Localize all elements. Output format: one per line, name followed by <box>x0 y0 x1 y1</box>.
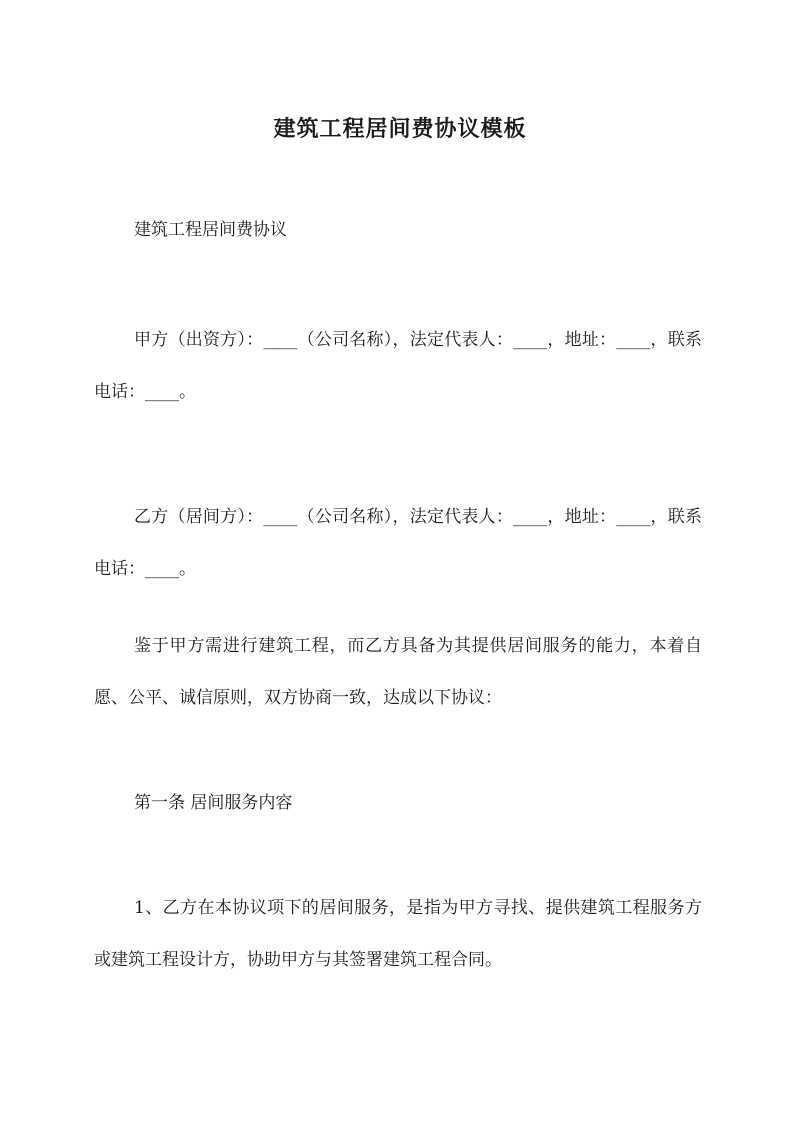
preamble-paragraph: 鉴于甲方需进行建筑工程，而乙方具备为其提供居间服务的能力，本着自愿、公平、诚信原则，双方协商一致，达成以下协议： <box>94 636 702 708</box>
agreement-subtitle: 建筑工程居间费协议 <box>134 220 287 240</box>
article-1-heading: 第一条 居间服务内容 <box>134 793 293 813</box>
document-title: 建筑工程居间费协议模板 <box>273 115 527 142</box>
party-a-paragraph: 甲方（出资方）：____（公司名称），法定代表人：____，地址：____，联系电话：____。 <box>94 330 702 402</box>
article-1-item-1: 1、乙方在本协议项下的居间服务，是指为甲方寻找、提供建筑工程服务方或建筑工程设计方，协助甲方与其签署建筑工程合同。 <box>94 898 702 970</box>
party-b-paragraph: 乙方（居间方）：____（公司名称），法定代表人：____，地址：____，联系电话：____。 <box>94 507 702 579</box>
